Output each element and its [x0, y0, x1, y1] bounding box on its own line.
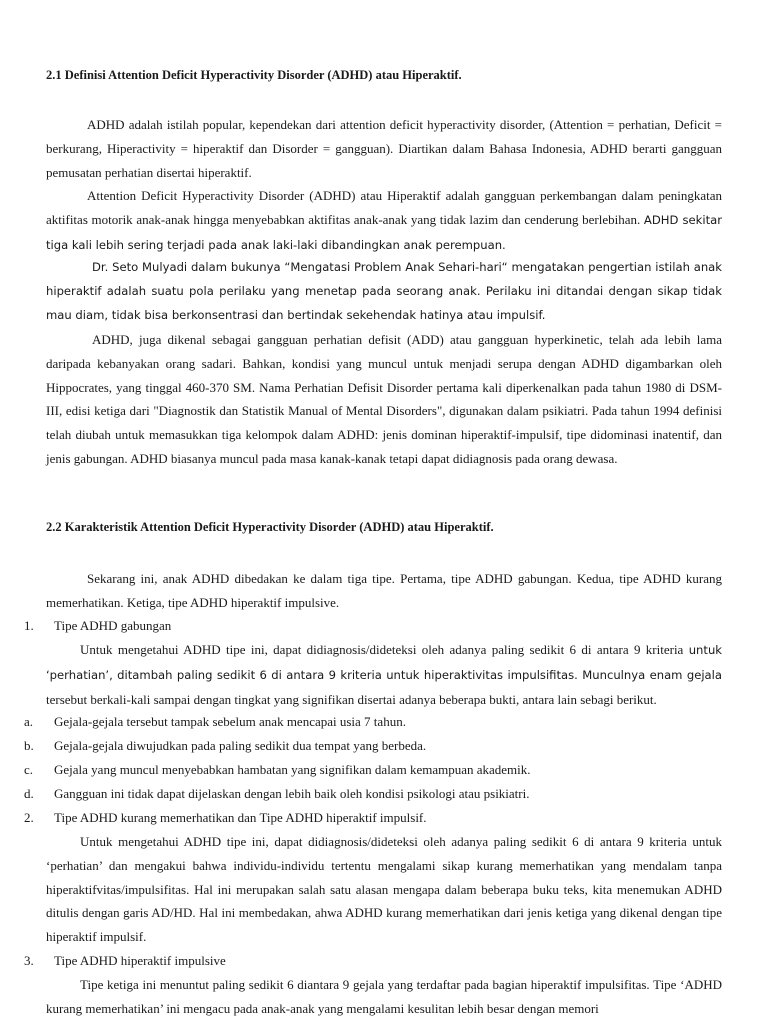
- list-item-title: Tipe ADHD hiperaktif impulsive: [54, 953, 226, 968]
- list-item-tipe-gabungan: [24, 614, 171, 638]
- paragraph-text: Untuk mengetahui ADHD tipe ini, dapat didiagnosis/dideteksi oleh adanya paling sedikit 6 di antara 9 kriteria: [80, 642, 684, 657]
- paragraph-tipe-gabungan: [46, 638, 722, 711]
- list-item-sub-c: [24, 758, 531, 782]
- list-marker: b.: [24, 738, 34, 753]
- list-item-title: Tipe ADHD gabungan: [54, 618, 172, 633]
- list-marker: 3.: [24, 953, 34, 968]
- paragraph-text: tersebut berkali-kali sampai dengan tingkat yang signifikan disertai adanya beberapa bukti, antara lain sebagi berikut.: [46, 691, 657, 707]
- list-marker: a.: [24, 714, 34, 729]
- list-item-sub-a: [24, 710, 406, 734]
- paragraph-tipe-kurang-memerhatikan: Untuk mengetahui ADHD tipe ini, dapat didiagnosis/dideteksi oleh adanya paling sedikit 6 di antara 9 kriteria untuk ‘perhatian’ dan mengakui bahwa individu-individu tertentu mengalami sikap kurang memerhatikan yang mendalam tanpa hiperaktifvitas/impulsifitas. Hal ini merupakan salah satu alasan mengapa dalam beberapa buku teks, kita menemukan ADHD ditulis dengan garis AD/HD. Hal ini membedakan, ahwa ADHD kurang memerhatikan dari jenis ketiga yang dikenal dengan tipe hiperaktif impulsif.: [46, 834, 722, 945]
- list-item-title: Tipe ADHD kurang memerhatikan dan Tipe ADHD hiperaktif impulsif.: [54, 810, 427, 825]
- list-item-tipe-kurang-memerhatikan: [24, 806, 427, 830]
- paragraph-text-sans: untuk ‘perhatian’, ditambah paling sedikit 6 di antara 9 kriteria untuk hiperaktivitas impulsifitas. Munculnya enam gejala: [46, 643, 723, 682]
- section-heading-karakteristik: 2.2 Karakteristik Attention Deficit Hyperactivity Disorder (ADHD) atau Hiperaktif.: [46, 520, 494, 534]
- paragraph-adhd-definition: ADHD adalah istilah popular, kependekan dari attention deficit hyperactivity disorder, (Attention = perhatian, Deficit = berkurang, Hiperactivity = hiperaktif dan Disorder = gangguan). Diartikan dalam Bahasa Indonesia, ADHD berarti gangguan pemusatan perhatian disertai hiperaktif.: [46, 117, 722, 180]
- list-item-text: Gangguan ini tidak dapat dijelaskan dengan lebih baik oleh kondisi psikologi atau psikiatri.: [54, 786, 530, 801]
- paragraph-text-highlight: ADHD sekitar tiga kali lebih sering terjadi pada anak laki-laki dibandingkan anak perempuan.: [46, 212, 723, 252]
- paragraph-adhd-types-intro: Sekarang ini, anak ADHD dibedakan ke dalam tiga tipe. Pertama, tipe ADHD gabungan. Kedua, tipe ADHD kurang memerhatikan. Ketiga, tipe ADHD hiperaktif impulsive.: [46, 571, 722, 610]
- list-marker: 2.: [24, 810, 34, 825]
- list-item-text: Gejala yang muncul menyebabkan hambatan yang signifikan dalam kemampuan akademik.: [54, 762, 531, 777]
- list-item-tipe-hiperaktif-impulsif: [24, 949, 226, 973]
- list-item-text: Gejala-gejala diwujudkan pada paling sedikit dua tempat yang berbeda.: [54, 738, 427, 753]
- list-item-text: Gejala-gejala tersebut tampak sebelum anak mencapai usia 7 tahun.: [54, 714, 406, 729]
- paragraph-text: Attention Deficit Hyperactivity Disorder (ADHD) atau Hiperaktif adalah gangguan perkembangan dalam peningkatan aktifitas motorik anak-anak hingga menyebabkan aktifitas anak-anak yang tidak lazim dan cenderung berlebihan.: [46, 188, 722, 227]
- paragraph-adhd-development: [46, 184, 722, 257]
- list-item-sub-d: [24, 782, 529, 806]
- paragraph-tipe-hiperaktif-impulsif: Tipe ketiga ini menuntut paling sedikit 6 diantara 9 gejala yang terdaftar pada bagian hiperaktif impulsifitas. Tipe ‘ADHD kurang memerhatikan’ ini mengacu pada anak-anak yang mengalami kesulitan lebih besar dengan memori: [46, 977, 722, 1016]
- list-marker: d.: [24, 786, 34, 801]
- list-marker: c.: [24, 762, 34, 777]
- paragraph-seto-mulyadi: Dr. Seto Mulyadi dalam bukunya “Mengatasi Problem Anak Sehari-hari“ mengatakan pengertian istilah anak hiperaktif adalah suatu pola perilaku yang menetap pada seorang anak. Perilaku ini ditandai dengan sikap tidak mau diam, tidak bisa berkonsentrasi dan bertindak sekehendak hatinya atau impulsif.: [46, 260, 722, 322]
- list-marker: 1.: [24, 618, 34, 633]
- section-heading-definisi: 2.1 Definisi Attention Deficit Hyperactivity Disorder (ADHD) atau Hiperaktif.: [46, 68, 462, 82]
- paragraph-adhd-history: ADHD, juga dikenal sebagai gangguan perhatian defisit (ADD) atau gangguan hyperkinetic, telah ada lebih lama daripada kebanyakan orang sadari. Bahkan, kondisi yang muncul untuk menjadi serupa dengan ADHD digambarkan oleh Hippocrates, yang tinggal 460-370 SM. Nama Perhatian Defisit Disorder pertama kali diperkenalkan pada tahun 1980 di DSM-III, edisi ketiga dari "Diagnostik dan Statistik Manual of Mental Disorders", digunakan dalam psikiatri. Pada tahun 1994 definisi telah diubah untuk memasukkan tiga kelompok dalam ADHD: jenis dominan hiperaktif-impulsif, tipe didominasi inatentif, dan jenis gabungan. ADHD biasanya muncul pada masa kanak-kanak tetapi dapat didiagnosis pada orang dewasa.: [46, 332, 722, 466]
- list-item-sub-b: [24, 734, 426, 758]
